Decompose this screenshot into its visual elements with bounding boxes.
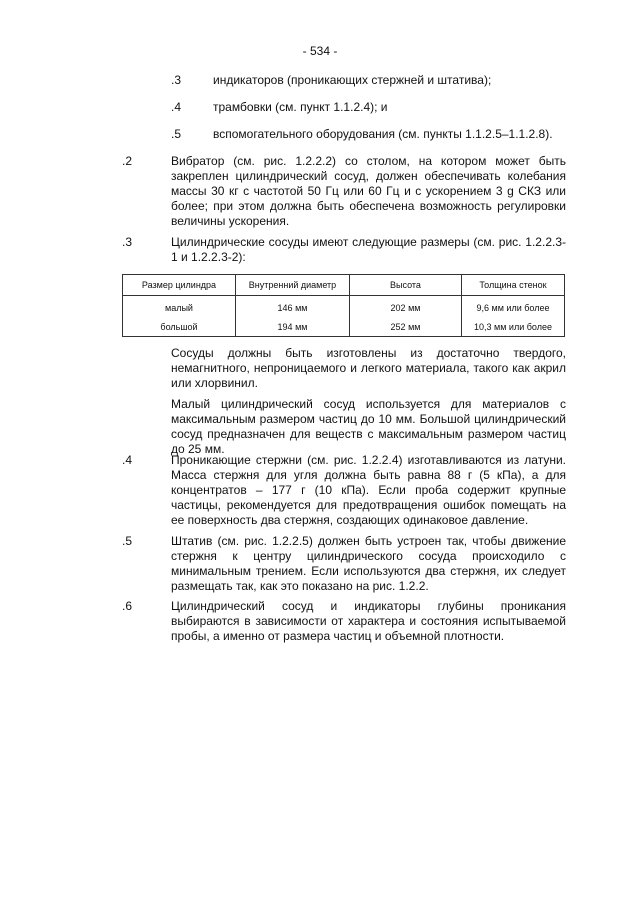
sublist-text: вспомогательного оборудования (см. пункты 1.1.2.5–1.1.2.8). [213,127,553,141]
table-cell: большой [123,317,236,337]
table-row [123,296,565,318]
sublist-text: индикаторов (проникающих стержней и штатива); [213,73,492,87]
table-cell: 202 мм [350,296,462,318]
item-number: .4 [122,453,133,467]
item-number: .3 [122,235,133,249]
table-cell: 252 мм [350,317,462,337]
dimensions-table [122,274,565,337]
table-cell: малый [123,296,236,318]
table-cell: 10,3 мм или более [462,317,565,337]
paragraph: Малый цилиндрический сосуд используется для материалов с максимальным размером частиц до 10 мм. Большой цилиндрический сосуд предназначен для веществ с максимальным размером частиц до 25 мм. [171,397,566,456]
item-text: Проникающие стержни (см. рис. 1.2.2.4) изготавливаются из латуни. Масса стержня для угля должна быть равна 88 г (5 кПа), а для концентратов – 177 г (10 кПа). Если проба содержит крупные частицы, рекомендуется для предотвращения ошибок помещать на ее поверхность два стержня, создающих одинаковое давление. [171,453,566,527]
table-row [123,317,565,337]
item-text: Цилиндрические сосуды имеют следующие размеры (см. рис. 1.2.2.3-1 и 1.2.2.3-2): [171,235,566,264]
table-header-row [123,275,565,296]
sublist-number: .3 [171,73,182,87]
table-cell: 146 мм [236,296,350,318]
item-number: .5 [122,534,133,548]
item-text: Вибратор (см. рис. 1.2.2.2) со столом, на котором может быть закреплен цилиндрический сосуд, должен обеспечивать колебания массы 30 кг с частотой 50 Гц или 60 Гц и с ускорением 3 g СКЗ или более; при этом должна быть обеспечена возможность регулировки величины ускорения. [171,154,566,228]
sublist-number: .4 [171,100,182,114]
table-header: Толщина стенок [462,275,565,296]
table-header: Высота [350,275,462,296]
table-cell: 194 мм [236,317,350,337]
table-cell: 9,6 мм или более [462,296,565,318]
item-number: .6 [122,599,133,613]
table-header: Внутренний диаметр [236,275,350,296]
sublist-text: трамбовки (см. пункт 1.1.2.4); и [213,100,388,114]
item-text: Цилиндрический сосуд и индикаторы глубины проникания выбираются в зависимости от характера и состояния испытываемой пробы, а именно от размера частиц и объемной плотности. [171,599,566,643]
item-text: Штатив (см. рис. 1.2.2.5) должен быть устроен так, чтобы движение стержня к центру цилиндрического сосуда происходило с минимальным трением. Если используются два стержня, их следует размещать так, как это показано на рис. 1.2.2. [171,534,566,593]
paragraph: Сосуды должны быть изготовлены из достаточно твердого, немагнитного, непроницаемого и легкого материала, такого как акрил или хлорвинил. [171,346,566,390]
item-number: .2 [122,154,133,168]
sublist-number: .5 [171,127,182,141]
table-header: Размер цилиндра [123,275,236,296]
page-number: - 534 - [302,44,338,58]
